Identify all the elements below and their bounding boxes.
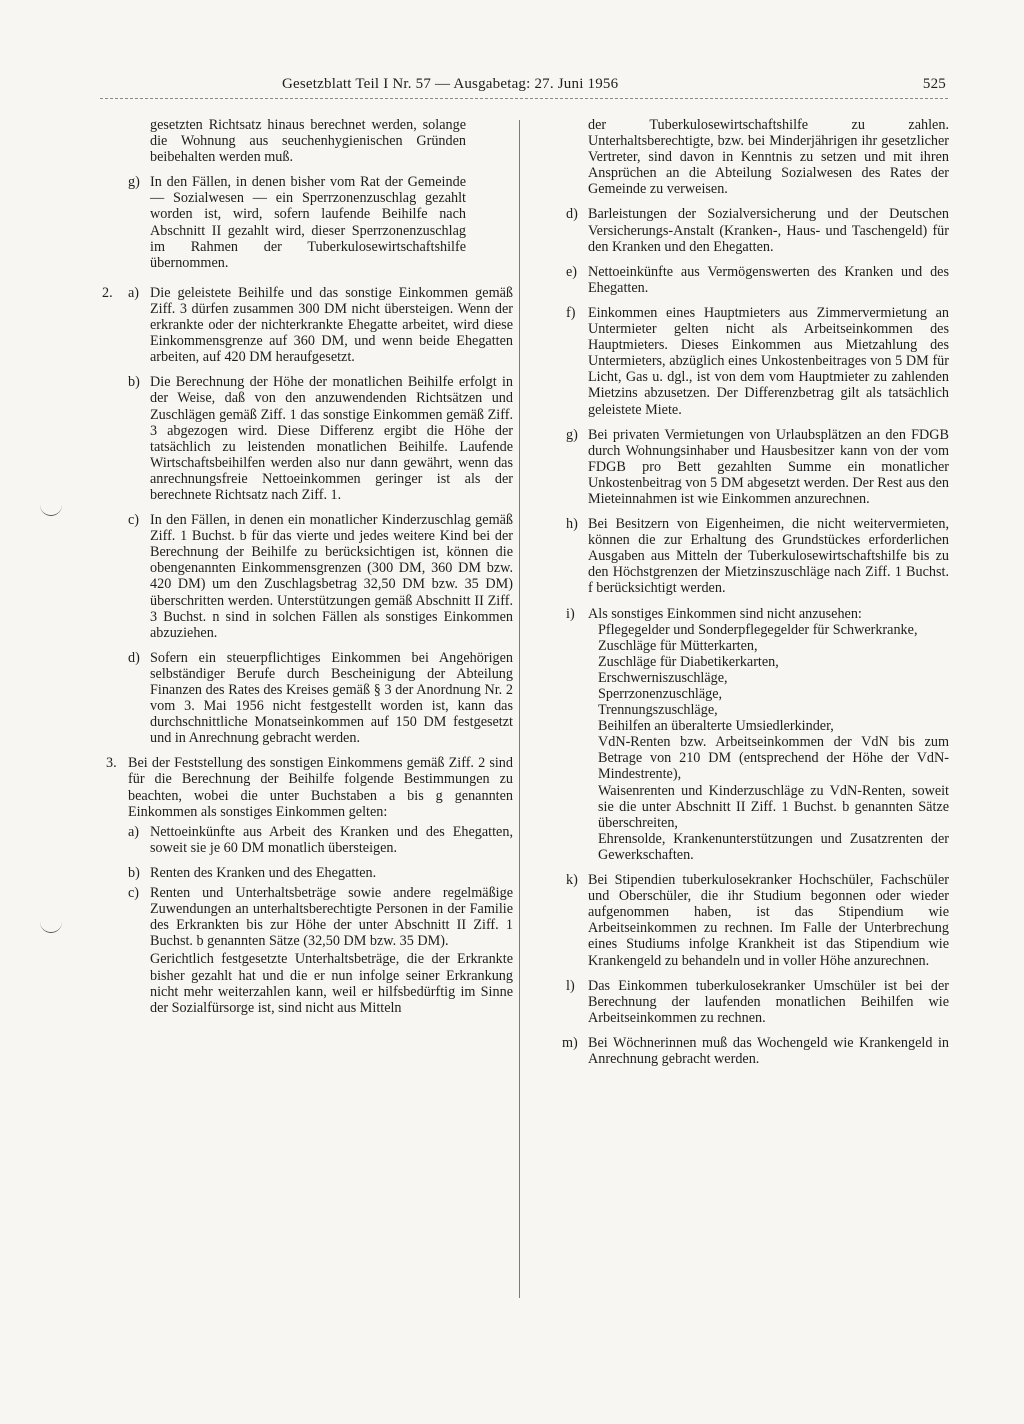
- item-label: b): [128, 374, 140, 391]
- list-item: Erschwerniszuschläge,: [598, 669, 728, 686]
- item-label: m): [562, 1034, 578, 1051]
- list-item: Trennungszuschläge,: [598, 702, 718, 719]
- paragraph-text: Bei privaten Vermietungen von Urlaubsplätzen an den FDGB durch Wohnungsinhaber und Hausbesitzer kann von der vom FDGB pro Bett gezahlten Summe ein monatlicher Unkostenbeitrag von 5 DM abgesetzt werden. Der Rest aus den Mieteinnahmen ist wie Einkommen anzurechnen.: [588, 426, 949, 507]
- item-g: [128, 174, 466, 271]
- right-column: [562, 117, 949, 1067]
- item-label: d): [128, 649, 140, 666]
- list-item: Zuschläge für Diabetikerkarten,: [598, 653, 779, 670]
- paragraph-text: der Tuberkulosewirtschaftshilfe zu zahlen. Unterhaltsberechtigte, bzw. bei Minderjährigen ihr gesetzlicher Vertreter, sind davon in Kenntnis zu setzen und mit ihren Ansprüchen an die Abteilung Sozialwesen des Rates der Gemeinde zu verweisen.: [588, 117, 949, 198]
- item-label: f): [566, 304, 576, 321]
- item-2b: [128, 374, 513, 503]
- section-number: 2.: [102, 284, 113, 301]
- item-label: e): [566, 263, 578, 280]
- paragraph-text: Gerichtlich festgesetzte Unterhaltsbeträge, die der Erkrankte bisher gezahlt hat und die er nun infolge seiner Erkrankung nicht mehr weiterzahlen kann, weil er hilfsbedürftig im Sinne der Sozialfürsorge ist, sind nicht aus Mitteln: [150, 951, 513, 1016]
- header-title: Gesetzblatt Teil I Nr. 57 — Ausgabetag: 27. Juni 1956: [282, 76, 619, 92]
- paragraph-text: Das Einkommen tuberkulosekranker Umschüler ist bei der Berechnung der laufenden monatlichen Beihilfen wie Arbeitseinkommen zu rechnen.: [588, 977, 949, 1026]
- paragraph-text: Nettoeinkünfte aus Arbeit des Kranken und des Ehegatten, soweit sie je 60 DM monatlich übersteigen.: [150, 823, 513, 856]
- item-label: a): [128, 823, 140, 840]
- paragraph-text: Renten des Kranken und des Ehegatten.: [150, 864, 377, 881]
- item-h: [566, 516, 949, 597]
- list-item: Beihilfen an überalterte Umsiedlerkinder,: [598, 718, 834, 735]
- item-3c: [128, 885, 513, 1016]
- exclusion-list: [598, 622, 949, 863]
- item-k: [566, 872, 949, 969]
- paragraph-text: Bei Wöchnerinnen muß das Wochengeld wie Krankengeld in Anrechnung gebracht werden.: [588, 1034, 949, 1067]
- paragraph-text: gesetzten Richtsatz hinaus berechnet werden, solange die Wohnung aus seuchenhygienischen Gründen beibehalten werden muß.: [150, 117, 466, 166]
- item-m: [562, 1034, 949, 1067]
- list-item: VdN-Renten bzw. Arbeitseinkommen der VdN bis zum Betrage von 210 DM (entsprechend der Höhe der VdN-Mindestrente),: [598, 734, 949, 783]
- item-label: g): [566, 426, 578, 443]
- item-label: l): [566, 977, 575, 994]
- item-label: i): [566, 605, 575, 622]
- item-c-continuation: [588, 117, 949, 197]
- list-item: Ehrensolde, Krankenunterstützungen und Zusatzrenten der Gewerkschaften.: [598, 830, 949, 863]
- item-label: c): [128, 885, 140, 902]
- item-l: [566, 977, 949, 1026]
- list-item: Waisenrenten und Kinderzuschläge zu VdN-Renten, soweit sie die unter Abschnitt II Ziff. 1 Buchst. b genannten Sätze überschreiten,: [598, 782, 949, 831]
- item-f: [566, 304, 949, 418]
- list-item: Sperrzonenzuschläge,: [598, 686, 723, 702]
- paragraph-text: Sofern ein steuerpflichtiges Einkommen bei Angehörigen selbständiger Berufe durch Bescheinigung der Abteilung Finanzen des Rates des Kreises gemäß § 3 der Anordnung Nr. 2 vom 3. Mai 1956 nicht festgestellt worden ist, kann das durchschnittliche Monatseinkommen auf 150 DM festgesetzt und in Anrechnung gebracht werden.: [150, 649, 513, 747]
- paragraph-text: Nettoeinkünfte aus Vermögenswerten des Kranken und des Ehegatten.: [588, 263, 949, 296]
- left-column: [102, 117, 513, 1016]
- paragraph-text: Barleistungen der Sozialversicherung und der Deutschen Versicherungs-Anstalt (Kranken-, Haus- und Taschengeld) für den Kranken und den Ehegatten.: [588, 206, 949, 255]
- paragraph-text: Bei der Feststellung des sonstigen Einkommens gemäß Ziff. 2 sind für die Berechnung der Beihilfe folgende Bestimmungen zu beachten, wobei die unter Buchstaben a bis g genannten Einkommen als sonstiges Einkommen gelten:: [128, 755, 513, 820]
- item-3a: [128, 823, 513, 856]
- item-label: k): [566, 872, 578, 889]
- item-label: b): [128, 864, 140, 881]
- margin-mark: [40, 505, 62, 516]
- item-2d: [128, 649, 513, 747]
- header-rule: [100, 98, 948, 99]
- margin-mark: [40, 922, 62, 933]
- section-number: 3.: [106, 755, 117, 772]
- list-item: Pflegegelder und Sonderpflegegelder für Schwerkranke,: [598, 621, 918, 638]
- paragraph-text: Die Berechnung der Höhe der monatlichen Beihilfe erfolgt in der Weise, daß von den anzuwendenden Richtsätzen und Zuschlägen gemäß Ziff. 1 das sonstige Einkommen gemäß Ziff. 3 abgezogen wird. Diese Differenz ergibt die Höhe der tatsächlich zu leistenden monatlichen Beihilfe. Laufende Wirtschaftsbeihilfen werden also nur dann gewährt, wenn das anrechnungsfreie Nettoeinkommen geringer ist als der berechnete Richtsatz nach Ziff. 1.: [150, 374, 513, 503]
- item-label: g): [128, 174, 140, 191]
- paragraph-text: In den Fällen, in denen bisher vom Rat der Gemeinde — Sozialwesen — ein Sperrzonenzuschlag gezahlt worden ist, wird, sofern laufende Beihilfe nach Abschnitt II gezahlt wird, dieser Sperrzonenzuschlag im Rahmen der Tuberkulosewirtschaftshilfe übernommen.: [150, 174, 466, 271]
- item-label: c): [128, 512, 140, 529]
- item-3b: [128, 864, 513, 881]
- paragraph-text: Einkommen eines Hauptmieters aus Zimmervermietung an Untermieter gelten nicht als Arbeitseinkommen des Hauptmieters. Dieses Einkommen aus Mietzahlung des Untermieters, abzüglich eines Unkostenbeitrages von 5 DM für Licht, Gas u. dgl., ist von dem vom Hauptmieter zu zahlenden Mietzins abzusetzen. Der Differenzbetrag gilt als tatsächlich geleistete Miete.: [588, 304, 949, 418]
- item-label: a): [128, 284, 140, 301]
- paragraph-text: Bei Stipendien tuberkulosekranker Hochschüler, Fachschüler und Oberschüler, die ihr Studium begonnen oder wieder aufgenommen haben, ist das Stipendium wie Arbeitseinkommen zu rechnen. Im Falle der Unterbrechung eines Studiums infolge Krankheit ist das Stipendium wie Krankengeld zu behandeln und in voller Höhe anzurechnen.: [588, 872, 949, 969]
- column-divider: [519, 120, 520, 1298]
- item-i: [566, 605, 949, 864]
- item-2a: [102, 284, 513, 366]
- list-item: Zuschläge für Mütterkarten,: [598, 637, 758, 654]
- item-label: d): [566, 206, 578, 223]
- item-label: h): [566, 516, 578, 533]
- item-g: [566, 426, 949, 507]
- item-d: [566, 206, 949, 255]
- item-e: [566, 263, 949, 296]
- paragraph-text: Als sonstiges Einkommen sind nicht anzusehen:: [588, 605, 862, 622]
- paragraph-text: In den Fällen, in denen ein monatlicher Kinderzuschlag gemäß Ziff. 1 Buchst. b für das vierte und jedes weitere Kind bei der Berechnung der Beihilfe zu berücksichtigen ist, können die obengenannten Einkommensgrenzen (300 DM, 360 DM bzw. 420 DM) um den Zuschlagsbetrag 32,50 DM bzw. 35 DM) überschritten werden. Unterstützungen gemäß Abschnitt II Ziff. 3 Buchst. n sind in solchen Fällen als sonstiges Einkommen abzuziehen.: [150, 512, 513, 641]
- item-3: [106, 755, 513, 820]
- item-2c: [128, 512, 513, 641]
- paragraph-text: Bei Besitzern von Eigenheimen, die nicht weitervermieten, können die zur Erhaltung des Grundstückes erforderlichen Ausgaben aus Mitteln der Tuberkulosewirtschaftshilfe bis zu den Höchstgrenzen der Mietzinszuschläge nach Ziff. 1 Buchst. f berücksichtigt werden.: [588, 516, 949, 597]
- item-f-continuation: [150, 117, 466, 165]
- paragraph-text: Die geleistete Beihilfe und das sonstige Einkommen gemäß Ziff. 3 dürfen zusammen 300 DM nicht übersteigen. Wenn der erkrankte oder der nichterkrankte Ehegatte arbeitet, wird diese Einkommensgrenze auf 360 DM, und wenn beide Ehegatten arbeiten, auf 420 DM heraufgesetzt.: [150, 284, 513, 366]
- paragraph-text: Renten und Unterhaltsbeträge sowie andere regelmäßige Zuwendungen an unterhaltsberechtigte Personen in der Familie des Erkrankten bis zur Höhe der unter Abschnitt II Ziff. 1 Buchst. b genannten Sätze (32,50 DM bzw. 35 DM).: [150, 885, 513, 950]
- page-number: 525: [922, 76, 946, 92]
